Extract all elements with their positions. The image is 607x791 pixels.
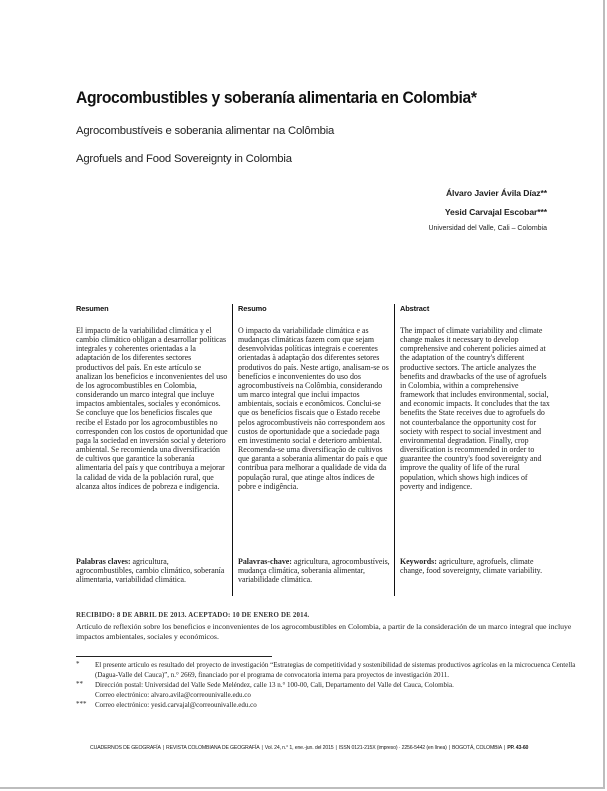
author-affiliation: Universidad del Valle, Cali – Colombia <box>428 225 547 232</box>
keywords-english <box>400 557 552 575</box>
footer-issn: ISSN 0121-215X (impreso) · 2256-5442 (en línea) <box>338 745 447 751</box>
abstract-heading: Resumen <box>76 304 109 313</box>
abstract-spanish <box>76 304 228 491</box>
footnote-text: Dirección postal: Universidad del Valle Sede Meléndez, calle 13 n.° 100-00, Cali, Departamento del Valle del Cauca, Colombia. <box>95 681 454 690</box>
footnote-email[interactable]: Correo electrónico: yesid.carvajal@correounivalle.edu.co <box>95 701 257 710</box>
abstract-heading: Abstract <box>400 304 430 313</box>
footer-volume: Vol. 24, n.° 1, ene.-jun. del 2015 <box>264 745 334 751</box>
abstract-body: O impacto da variabilidade climática e as mudanças climáticas fazem com que sejam desenvolvidas políticas integrais e coerentes orientadas à adaptação dos diferentes setores produtivos do país. Neste artigo, analisam-se os benefícios e inconvenientes do uso dos agrocombustíveis na Colômbia, considerando um marco integral que inclui impactos ambientais, sociais e econômicos. Conclui-se que os benefícios fiscais que o Estado recebe pelos agrocombustíveis não correspondem aos custos de oportunidade que a sociedade paga em investimento social e deterioro ambiental. Recomenda-se uma diversificação de cultivos que garanta a soberania alimentar do país e que contribua para melhorar a qualidade de vida da população rural, que atinge altos índices de pobre e indigência. <box>238 326 389 491</box>
keywords-label: Palabras claves: <box>76 557 131 566</box>
footnote <box>76 680 576 700</box>
column-divider <box>394 304 395 596</box>
subtitle-english: Agrofuels and Food Sovereignty in Colombia <box>76 153 292 165</box>
article-title: Agrocombustibles y soberanía alimentaria en Colombia* <box>76 89 477 107</box>
keywords-portuguese <box>238 557 390 584</box>
page-footer: CUADERNOS DE GEOGRAFÍA | REVISTA COLOMBIANA DE GEOGRAFÍA | Vol. 24, n.° 1, ene.-jun. del 2015 | ISSN 0121-215X (impreso) · 2256-5442 (en línea) | BOGOTÁ, COLOMBIA | PP. 43-60 <box>90 745 529 751</box>
footer-journal: CUADERNOS DE GEOGRAFÍA <box>90 745 161 751</box>
article-type-note: Artículo de reflexión sobre los beneficios e inconvenientes de los agrocombustibles en Colombia, a partir de la consideración de un marco integral que incluye impactos ambientales, sociales y económicos. <box>76 622 572 642</box>
footnote-mark: *** <box>76 700 87 709</box>
keywords-list: agricultura, agrocombustíveis, mudança climática, soberania alimentar, variabilidade climática. <box>238 557 390 585</box>
abstract-body: The impact of climate variability and climate change makes it necessary to develop comprehensive and coherent policies aimed at the adaptation of the country's different productive sectors. The article analyzes the benefits and drawbacks of the use of agrofuels in Colombia, within a comprehensive framework that includes environmental, social, and economic impacts. It concludes that the tax benefits the State receives due to agrofuels do not counterbalance the opportunity cost for society with respect to social investment and environmental degradation. Finally, crop diversification is recommended in order to guarantee the country's food sovereignty and improve the quality of life of the rural population, which shows high indices of poverty and indigence. <box>400 326 550 491</box>
footnote-text: El presente artículo es resultado del proyecto de investigación “Estrategias de competitividad y sostenibilidad de sistemas productivos agrícolas en la microcuenca Centella (Dagua-Valle del Cauca)”, n.° 2669, financiado por el programa de convocatoria interna para proyectos de investigación 2011. <box>95 661 576 680</box>
author-name: Yesid Carvajal Escobar*** <box>444 207 547 217</box>
footer-pages: PP. 43-60 <box>507 745 529 751</box>
footer-location: BOGOTÁ, COLOMBIA <box>451 745 503 751</box>
footer-journal-sub: REVISTA COLOMBIANA DE GEOGRAFÍA <box>165 745 260 751</box>
footnote-mark: ** <box>76 680 83 689</box>
footnote <box>76 660 576 680</box>
abstract-body: El impacto de la variabilidad climática y el cambio climático obligan a desarrollar políticas integrales y coherentes orientadas a la adaptación de los diferentes sectores productivos del país. En este artículo se analizan los beneficios e inconvenientes del uso de los agrocombustibles en Colombia, considerando un marco integral que incluye impactos ambientales, sociales y económicos. Se concluye que los beneficios fiscales que recibe el Estado por los agrocombustibles no corresponden con los costos de oportunidad que paga la sociedad en inversión social y deterioro ambiental. Se recomienda una diversificación de cultivos que garantice la soberanía alimentaria del país y que contribuya a mejorar la calidad de vida de la población rural, que alcanza altos índices de pobreza e indigencia. <box>76 326 228 491</box>
footnotes <box>76 660 576 710</box>
subtitle-portuguese: Agrocombustíveis e soberania alimentar na Colômbia <box>76 125 335 137</box>
keywords-label: Keywords: <box>400 557 437 566</box>
abstract-portuguese <box>238 304 390 491</box>
footnote-rule <box>76 656 272 657</box>
column-divider <box>232 304 233 596</box>
received-dates: RECIBIDO: 8 DE ABRIL DE 2013. ACEPTADO: 10 DE ENERO DE 2014. <box>76 612 310 619</box>
author-name: Álvaro Javier Ávila Díaz** <box>445 188 547 198</box>
footnote <box>76 700 576 710</box>
footnote-mark: * <box>76 660 80 668</box>
abstract-heading: Resumo <box>238 304 267 313</box>
keywords-spanish <box>76 557 228 584</box>
keywords-list: agriculture, agrofuels, climate change, food sovereignty, climate variability. <box>400 557 543 576</box>
keywords-list: agricultura, agrocombustibles, cambio climático, soberanía alimentaria, variabilidad climática. <box>76 557 225 585</box>
keywords-label: Palavras-chave: <box>238 557 292 566</box>
abstract-english <box>400 304 552 491</box>
footnote-email[interactable]: Correo electrónico: alvaro.avila@correounivalle.edu.co <box>95 691 251 700</box>
